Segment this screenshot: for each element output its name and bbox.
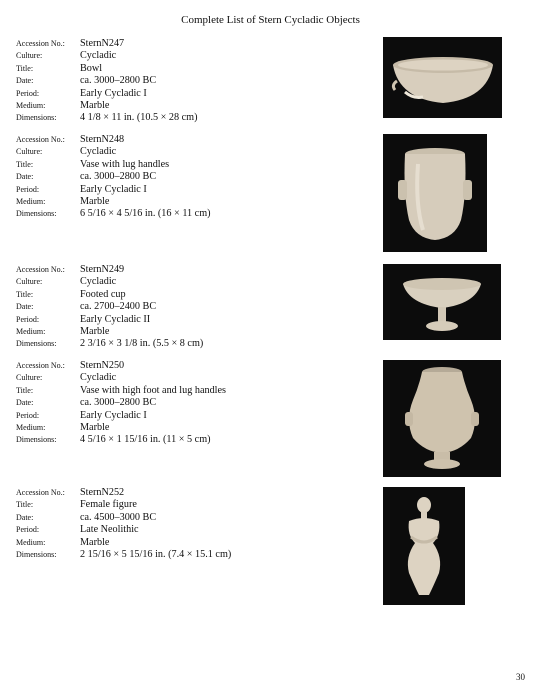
period-row (16, 314, 203, 326)
field-value: Late Neolithic (80, 524, 139, 536)
dimensions-row (16, 112, 198, 124)
field-label: Accession No.: (16, 135, 65, 144)
footed-cup-image (383, 264, 501, 340)
field-label: Accession No.: (16, 39, 65, 48)
field-value: Marble (80, 536, 110, 548)
field-label: Date: (16, 302, 34, 312)
photo-vase-high-foot (383, 360, 501, 477)
accession-row (16, 360, 226, 372)
medium-row (16, 100, 198, 112)
field-label: Period: (16, 314, 40, 324)
catalog-entry-sternn248 (16, 134, 211, 221)
medium-row (16, 196, 211, 208)
field-value: Marble (80, 99, 110, 111)
field-value: Early Cycladic I (80, 87, 147, 99)
field-label: Period: (16, 184, 40, 194)
date-row (16, 171, 211, 183)
photo-footed-cup (383, 264, 501, 340)
field-label: Culture: (16, 51, 43, 61)
field-label: Period: (16, 88, 40, 98)
field-value: 4 5/16 × 1 15/16 in. (11 × 5 cm) (80, 434, 211, 446)
medium-row (16, 537, 231, 549)
field-value: Cycladic (80, 146, 117, 158)
dimensions-row (16, 208, 211, 220)
field-label: Period: (16, 410, 40, 420)
field-value: 6 5/16 × 4 5/16 in. (16 × 11 cm) (80, 208, 211, 220)
period-row (16, 524, 231, 536)
page-title: Complete List of Stern Cycladic Objects (181, 14, 360, 26)
field-label: Dimensions: (16, 209, 57, 219)
field-value: ca. 3000–2800 BC (80, 75, 157, 87)
catalog-entry-sternn249 (16, 264, 203, 351)
field-label: Dimensions: (16, 435, 57, 445)
medium-row (16, 326, 203, 338)
accession-row (16, 134, 211, 146)
dimensions-row (16, 434, 226, 446)
date-row (16, 512, 231, 524)
field-value: Vase with lug handles (80, 158, 170, 170)
photo-bowl (383, 37, 502, 118)
date-row (16, 301, 203, 313)
photo-female-figure (383, 487, 465, 605)
field-label: Title: (16, 385, 34, 395)
date-row (16, 75, 198, 87)
field-value: SternN252 (80, 487, 125, 498)
field-label: Date: (16, 172, 34, 182)
dimensions-row (16, 549, 231, 561)
field-label: Dimensions: (16, 113, 57, 123)
field-label: Title: (16, 500, 34, 510)
date-row (16, 397, 226, 409)
accession-row (16, 38, 198, 50)
vase-image (383, 134, 487, 252)
field-value: SternN249 (80, 264, 125, 275)
title-row (16, 63, 198, 75)
field-value: Cycladic (80, 372, 117, 384)
field-label: Accession No.: (16, 361, 65, 370)
field-label: Medium: (16, 100, 46, 110)
field-label: Accession No.: (16, 265, 65, 274)
catalog-entry-sternn247 (16, 38, 198, 125)
field-value: 2 3/16 × 3 1/8 in. (5.5 × 8 cm) (80, 338, 204, 350)
field-value: ca. 4500–3000 BC (80, 511, 157, 523)
field-value: ca. 2700–2400 BC (80, 301, 157, 313)
field-value: Early Cycladic I (80, 409, 147, 421)
field-value: Cycladic (80, 276, 117, 288)
field-value: Bowl (80, 62, 103, 74)
title-row (16, 499, 231, 511)
culture-row (16, 276, 203, 288)
medium-row (16, 422, 226, 434)
field-value: SternN250 (80, 360, 125, 371)
field-label: Date: (16, 76, 34, 86)
culture-row (16, 50, 198, 62)
title-row (16, 289, 203, 301)
period-row (16, 410, 226, 422)
field-value: Footed cup (80, 288, 126, 300)
period-row (16, 184, 211, 196)
field-label: Dimensions: (16, 339, 57, 349)
culture-row (16, 372, 226, 384)
page-number: 30 (516, 672, 525, 682)
field-label: Medium: (16, 537, 46, 547)
field-label: Title: (16, 289, 34, 299)
field-label: Culture: (16, 277, 43, 287)
title-row (16, 159, 211, 171)
field-value: Cycladic (80, 50, 117, 62)
catalog-entry-sternn252 (16, 487, 231, 561)
accession-row (16, 264, 203, 276)
field-label: Period: (16, 525, 40, 535)
field-label: Medium: (16, 196, 46, 206)
female-figure-image (383, 487, 465, 605)
field-label: Date: (16, 398, 34, 408)
period-row (16, 88, 198, 100)
field-label: Date: (16, 512, 34, 522)
field-value: ca. 3000–2800 BC (80, 171, 157, 183)
field-value: Vase with high foot and lug handles (80, 384, 226, 396)
field-value: Early Cycladic II (80, 313, 151, 325)
field-label: Dimensions: (16, 549, 57, 559)
field-label: Accession No.: (16, 488, 65, 497)
field-label: Title: (16, 63, 34, 73)
bowl-image (383, 37, 502, 118)
photo-vase-lug-handles (383, 134, 487, 252)
field-value: Marble (80, 325, 110, 337)
field-label: Medium: (16, 326, 46, 336)
field-value: 4 1/8 × 11 in. (10.5 × 28 cm) (80, 112, 198, 124)
field-value: SternN248 (80, 134, 125, 145)
field-value: SternN247 (80, 38, 125, 49)
field-value: Early Cycladic I (80, 183, 147, 195)
field-value: Marble (80, 421, 110, 433)
field-label: Culture: (16, 147, 43, 157)
culture-row (16, 146, 211, 158)
field-label: Title: (16, 159, 34, 169)
dimensions-row (16, 338, 203, 350)
field-value: Marble (80, 195, 110, 207)
high-foot-vase-image (383, 360, 501, 477)
field-value: ca. 3000–2800 BC (80, 397, 157, 409)
catalog-entry-sternn250 (16, 360, 226, 447)
field-value: 2 15/16 × 5 15/16 in. (7.4 × 15.1 cm) (80, 548, 232, 560)
field-value: Female figure (80, 499, 137, 511)
accession-row (16, 487, 231, 499)
field-label: Culture: (16, 373, 43, 383)
field-label: Medium: (16, 422, 46, 432)
title-row (16, 385, 226, 397)
